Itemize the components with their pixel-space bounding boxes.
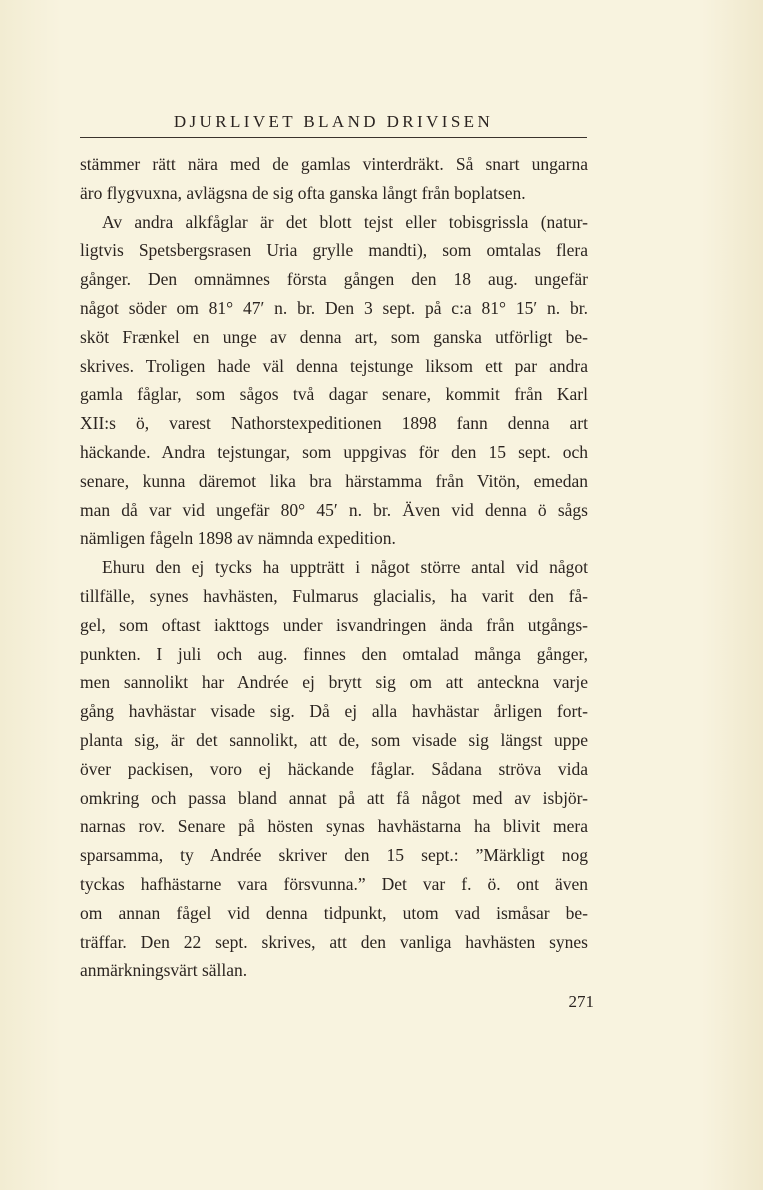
text-line: gång havhästar visade sig. Då ej alla havhästar årligen fort- bbox=[80, 701, 588, 722]
text-line: gånger. Den omnämnes första gången den 18 aug. ungefär bbox=[80, 269, 588, 290]
text-line: tyckas hafhästarne vara försvunna.” Det var f. ö. ont även bbox=[80, 873, 588, 894]
running-header: DJURLIVET BLAND DRIVISEN bbox=[173, 112, 494, 131]
text-line: häckande. Andra tejstungar, som uppgivas för den 15 sept. och bbox=[80, 441, 588, 462]
text-line: ligtvis Spetsbergsrasen Uria grylle mandti), som omtalas flera bbox=[80, 240, 588, 261]
text-line: men sannolikt har Andrée ej brytt sig om att anteckna varje bbox=[80, 672, 588, 693]
text-line: man då var vid ungefär 80° 45′ n. br. Även vid denna ö sågs bbox=[80, 499, 588, 520]
text-line: narnas rov. Senare på hösten synas havhästarna ha blivit mera bbox=[80, 816, 588, 837]
body-text bbox=[80, 150, 588, 985]
text-line: något söder om 81° 47′ n. br. Den 3 sept. på c:a 81° 15′ n. br. bbox=[80, 297, 588, 318]
text-line: gel, som oftast iakttogs under isvandringen ända från utgångs- bbox=[80, 614, 588, 635]
text-line: punkten. I juli och aug. finnes den omtalad många gånger, bbox=[80, 643, 588, 664]
text-line: över packisen, voro ej häckande fåglar. Sådana ströva vida bbox=[80, 758, 588, 779]
text-line: senare, kunna däremot lika bra härstamma från Vitön, emedan bbox=[80, 470, 588, 491]
text-line: äro flygvuxna, avlägsna de sig ofta ganska långt från boplatsen. bbox=[80, 182, 526, 203]
text-line: nämligen fågeln 1898 av nämnda expedition. bbox=[80, 528, 396, 549]
text-line: Ehuru den ej tycks ha uppträtt i något större antal vid något bbox=[102, 557, 588, 578]
text-line: omkring och passa bland annat på att få något med av isbjör- bbox=[80, 787, 588, 808]
text-line: om annan fågel vid denna tidpunkt, utom vad ismåsar be- bbox=[80, 902, 588, 923]
text-line: sköt Frænkel en unge av denna art, som ganska utförligt be- bbox=[80, 326, 588, 347]
text-line: tillfälle, synes havhästen, Fulmarus glacialis, ha varit den få- bbox=[80, 585, 588, 606]
header-rule bbox=[80, 137, 587, 138]
text-line: XII:s ö, varest Nathorstexpeditionen 1898 fann denna art bbox=[80, 413, 588, 434]
text-line: stämmer rätt nära med de gamlas vinterdräkt. Så snart ungarna bbox=[80, 154, 588, 174]
text-line: sparsamma, ty Andrée skriver den 15 sept.: ”Märkligt nog bbox=[80, 845, 588, 866]
text-line: gamla fåglar, som sågos två dagar senare, kommit från Karl bbox=[80, 384, 588, 405]
page-number: 271 bbox=[568, 992, 594, 1011]
text-line: träffar. Den 22 sept. skrives, att den vanliga havhästen synes bbox=[80, 931, 588, 952]
text-line: planta sig, är det sannolikt, att de, som visade sig längst uppe bbox=[80, 729, 588, 750]
text-line: Av andra alkfåglar är det blott tejst eller tobisgrissla (natur- bbox=[102, 211, 588, 232]
text-line: skrives. Troligen hade väl denna tejstunge liksom ett par andra bbox=[80, 355, 588, 376]
text-line: anmärkningsvärt sällan. bbox=[80, 960, 248, 981]
